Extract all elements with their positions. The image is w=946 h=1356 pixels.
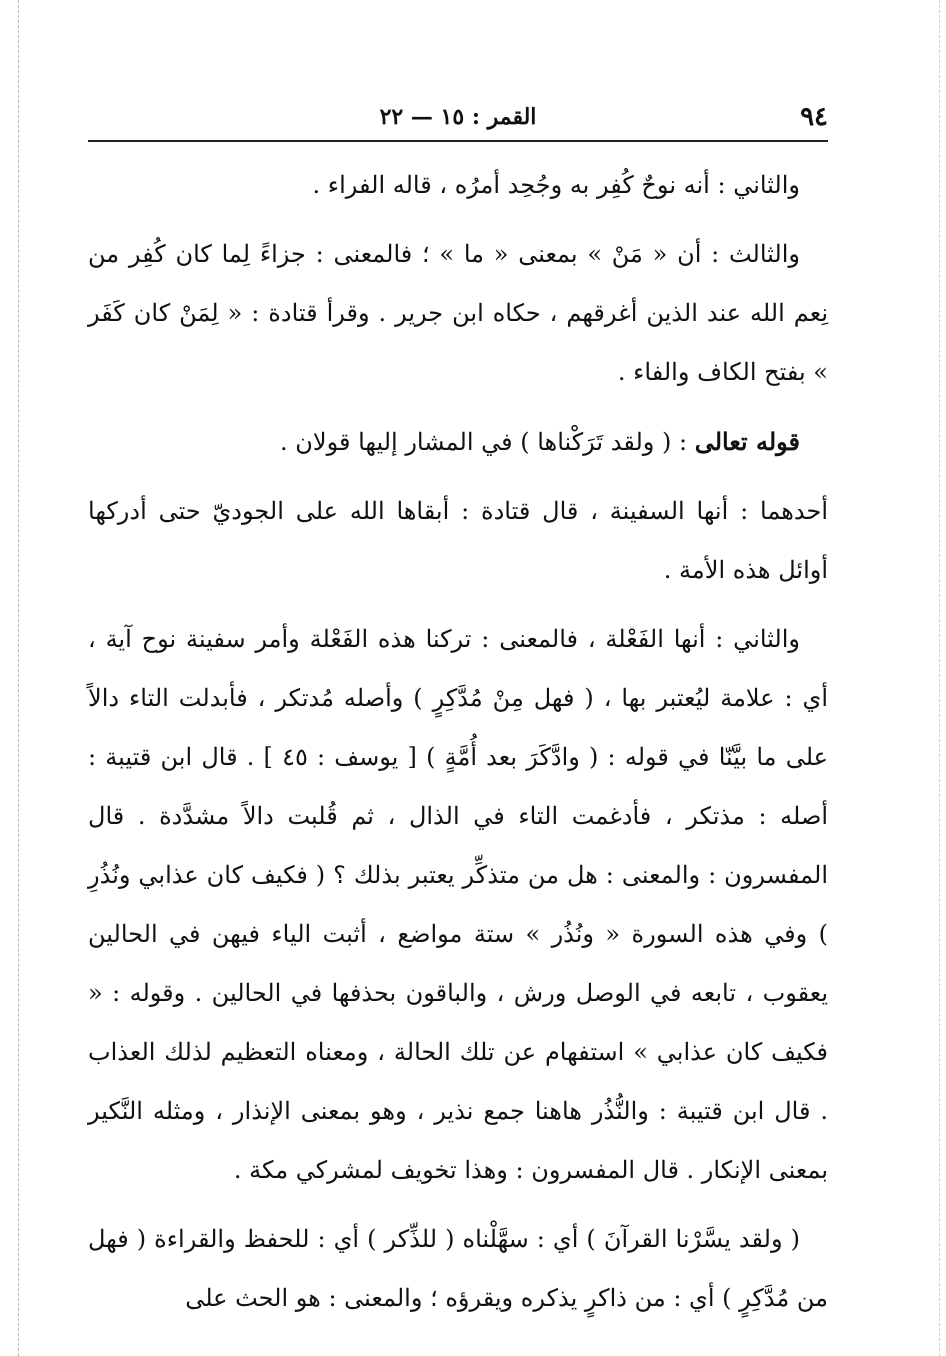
page-header <box>88 96 828 142</box>
paragraph-text: ( ولقد يسَّرْنا القرآنَ ) أي : سهَّلْناه ( للذِّكر ) أي : للحفظ والقراءة ( فهل من مُدَّكِرٍ ) أي : من ذاكرٍ يذكره ويقرؤه ؛ والمعنى : هو الحث على <box>88 1225 828 1312</box>
paragraph <box>88 482 828 600</box>
paragraph-text: والثالث : أن « مَنْ » بمعنى « ما » ؛ فالمعنى : جزاءً لِما كان كُفِر من نِعم الله عند الذين أغرقهم ، حكاه ابن جرير . وقرأ قتادة : « لِمَنْ كان كَفَر » بفتح الكاف والفاء . <box>88 240 828 386</box>
book-page <box>88 96 828 1336</box>
running-title: القمر : ١٥ — ٢٢ <box>379 104 537 130</box>
left-margin-guide <box>18 0 19 1356</box>
page-body <box>88 156 828 1328</box>
paragraph-text: والثاني : أنه نوحٌ كُفِر به وجُحِد أمرُه ، قاله الفراء . <box>312 171 800 199</box>
paragraph <box>88 156 828 215</box>
paragraph <box>88 1210 828 1328</box>
paragraph-lead: قوله تعالى <box>694 427 800 456</box>
page-number: ٩٤ <box>800 102 828 132</box>
paragraph <box>88 225 828 402</box>
paragraph-text: : ( ولقد تَرَكْناها ) في المشار إليها قولان . <box>280 428 695 456</box>
paragraph-text: أحدهما : أنها السفينة ، قال قتادة : أبقاها الله على الجوديّ حتى أدركها أوائل هذه الأمة . <box>88 497 828 584</box>
paragraph-text: والثاني : أنها الفَعْلة ، فالمعنى : تركنا هذه الفَعْلة وأمر سفينة نوح آية ، أي : علامة ليُعتبر بها ، ( فهل مِنْ مُدَّكِرٍ ) وأصله مُدتكر ، فأبدلت التاء دالاً على ما بيَّنّا في قوله : ( وادَّكَرَ بعد أُمَّةٍ ) [ يوسف : ٤٥ ] . قال ابن قتيبة : أصله : مذتكر ، فأدغمت التاء في الذال ، ثم قُلبت دالاً مشدَّدة . قال المفسرون : والمعنى : هل من متذكِّر يعتبر بذلك ؟ ( فكيف كان عذابي ونُذُرِ ) وفي هذه السورة « ونُذُر » ستة مواضع ، أثبت الياء فيهن في الحالين يعقوب ، تابعه في الوصل ورش ، والباقون بحذفها في الحالين . وقوله : « فكيف كان عذابي » استفهام عن تلك الحالة ، ومعناه التعظيم لذلك العذاب . قال ابن قتيبة : والنُّذُر هاهنا جمع نذير ، وهو بمعنى الإنذار ، ومثله النَّكير بمعنى الإنكار . قال المفسرون : وهذا تخويف لمشركي مكة . <box>88 625 828 1184</box>
paragraph <box>88 412 828 472</box>
paragraph <box>88 610 828 1200</box>
right-margin-guide <box>939 0 940 1356</box>
